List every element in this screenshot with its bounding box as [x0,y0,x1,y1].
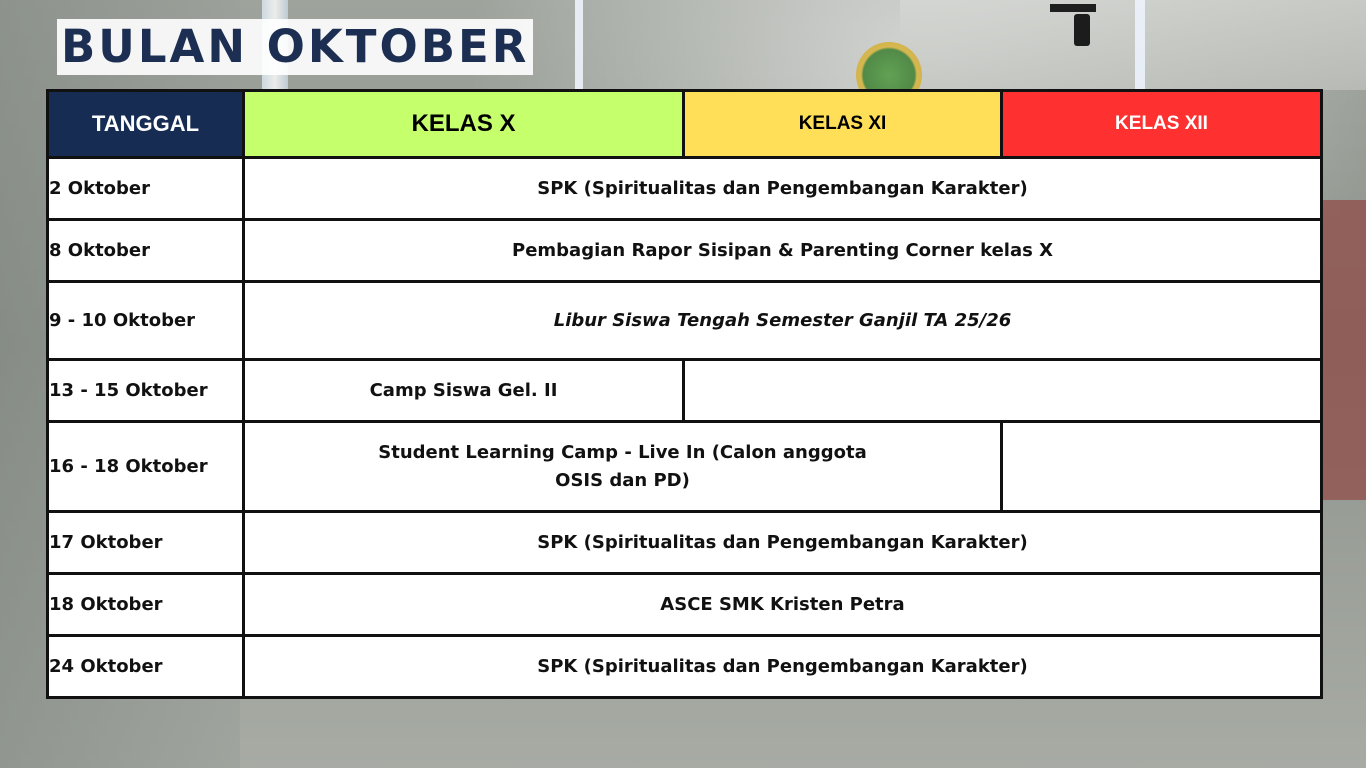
row-event: Libur Siswa Tengah Semester Ganjil TA 25/26 [244,282,1322,360]
row-event-line: Student Learning Camp - Live In (Calon anggota [378,441,867,463]
table-row [48,360,1322,422]
page-title: BULAN OKTOBER [61,20,530,73]
table-row [48,158,1322,220]
row-event-line: OSIS dan PD) [555,469,690,491]
row-date: 16 - 18 Oktober [48,422,244,512]
schedule-table [46,89,1323,699]
camp-highlight-cell [684,360,1322,422]
row-event: SPK (Spiritualitas dan Pengembangan Karakter) [244,158,1322,220]
empty-cell [1002,422,1322,512]
row-event [244,422,1002,512]
spotlight-rail [1050,4,1096,12]
background-light-strip [575,0,583,90]
header-row [48,91,1322,158]
row-date: 8 Oktober [48,220,244,282]
row-date: 17 Oktober [48,512,244,574]
spotlight-icon [1074,14,1090,46]
header-tanggal: TANGGAL [48,91,244,158]
header-kelas-xi: KELAS XI [684,91,1002,158]
header-kelas-x: KELAS X [244,91,684,158]
table-row [48,422,1322,512]
table-row [48,574,1322,636]
row-date: 13 - 15 Oktober [48,360,244,422]
row-event: Pembagian Rapor Sisipan & Parenting Corner kelas X [244,220,1322,282]
header-kelas-xii: KELAS XII [1002,91,1322,158]
row-event: ASCE SMK Kristen Petra [244,574,1322,636]
title-box [57,19,533,75]
row-date: 18 Oktober [48,574,244,636]
row-event: SPK (Spiritualitas dan Pengembangan Karakter) [244,636,1322,698]
table-row [48,512,1322,574]
row-event: SPK (Spiritualitas dan Pengembangan Karakter) [244,512,1322,574]
background-ceiling [900,0,1366,90]
row-event: Camp Siswa Gel. II [244,360,684,422]
table-row [48,220,1322,282]
row-date: 24 Oktober [48,636,244,698]
background-door [1320,200,1366,500]
table-row [48,282,1322,360]
row-date: 9 - 10 Oktober [48,282,244,360]
row-date: 2 Oktober [48,158,244,220]
table-row [48,636,1322,698]
background-light-strip [1135,0,1145,90]
